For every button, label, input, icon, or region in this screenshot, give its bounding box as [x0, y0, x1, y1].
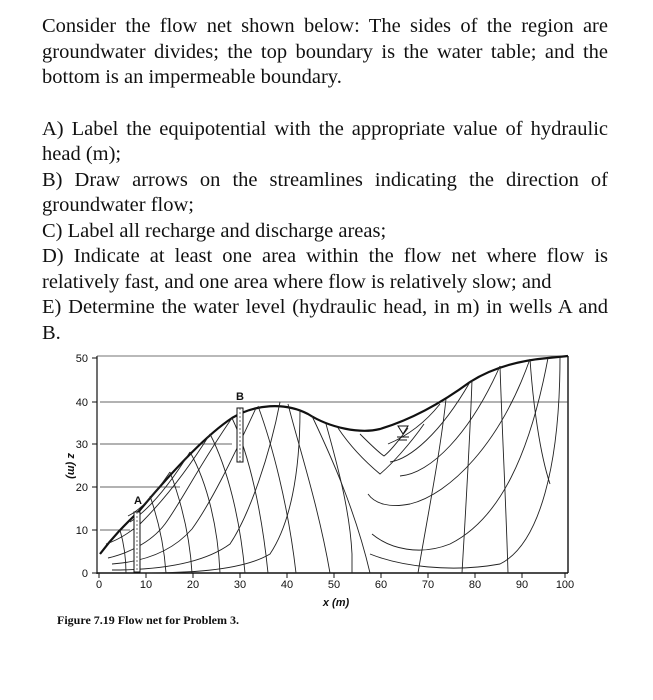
- task-e: E) Determine the water level (hydraulic head, in m) in wells A and B.: [42, 296, 608, 344]
- x-tick-label: 100: [555, 579, 575, 591]
- x-tick-label: 40: [280, 579, 294, 591]
- task-a: A) Label the equipotential with the appropriate value of hydraulic head (m);: [42, 117, 608, 165]
- head-reference-lines: [100, 402, 568, 530]
- figure-caption: Figure 7.19 Flow net for Problem 3.: [57, 613, 239, 627]
- x-tick-label: 80: [468, 579, 482, 591]
- x-tick-label: 30: [233, 579, 247, 591]
- task-d: D) Indicate at least one area within the flow net where flow is relatively fast, and one area where flow is relatively slow; and: [42, 245, 608, 293]
- x-tick-label: 50: [327, 579, 341, 591]
- x-tick-label: 0: [95, 579, 103, 591]
- y-axis-label: z (m): [65, 453, 77, 479]
- flow-net-figure: [0, 344, 653, 644]
- y-tick-label: 30: [75, 439, 88, 451]
- streamlines: [106, 357, 560, 573]
- problem-text: [42, 14, 608, 346]
- well-a-label: A: [134, 495, 142, 507]
- y-tick-label: 0: [81, 568, 88, 580]
- x-tick-label: 20: [186, 579, 200, 591]
- equipotential-lines: [120, 359, 550, 573]
- well-a: [134, 512, 140, 572]
- task-b: B) Draw arrows on the streamlines indicating the direction of groundwater flow;: [42, 168, 608, 216]
- well-b-label: B: [236, 391, 244, 403]
- x-tick-label: 90: [515, 579, 529, 591]
- y-tick-label: 10: [75, 525, 88, 537]
- task-c: C) Label all recharge and discharge areas;: [42, 219, 387, 242]
- x-axis-label: x (m): [322, 597, 350, 609]
- y-tick-label: 20: [75, 482, 88, 494]
- y-tick-label: 40: [75, 397, 88, 409]
- x-tick-label: 10: [139, 579, 153, 591]
- flow-net-diagram: [0, 344, 653, 644]
- x-tick-label: 60: [374, 579, 388, 591]
- y-tick-label: 50: [75, 353, 88, 365]
- well-b: [237, 408, 243, 462]
- water-table-marker-icon: [397, 426, 409, 440]
- x-tick-label: 70: [421, 579, 435, 591]
- intro-paragraph: Consider the flow net shown below: The sides of the region are groundwater divides; the top boundary is the water table; and the bottom is an impermeable boundary.: [42, 15, 608, 88]
